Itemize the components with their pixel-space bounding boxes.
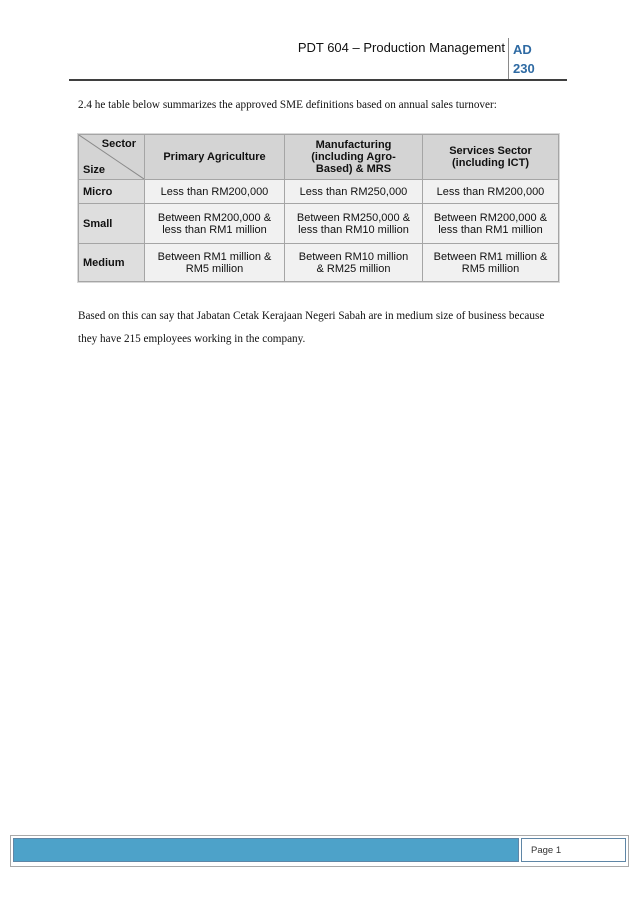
cell-line: & RM25 million <box>316 262 391 275</box>
col-header-services-line1: Services Sector <box>449 145 532 157</box>
cell-line: Between RM200,000 & <box>157 211 272 224</box>
body-paragraph: Based on this can say that Jabatan Cetak Kerajaan Negeri Sabah are in medium size of business because they have 215 employees working in the company. <box>78 310 545 345</box>
cell-medium-manufacturing <box>285 244 423 282</box>
table-row <box>79 204 559 244</box>
cell-line: Between RM1 million & <box>433 250 548 263</box>
cell-small-primary <box>145 204 285 244</box>
table-row <box>79 244 559 282</box>
cell-line: less than RM1 million <box>162 223 267 236</box>
cell-small-manufacturing <box>285 204 423 244</box>
col-header-manufacturing <box>285 135 423 180</box>
cell-line: less than RM1 million <box>438 223 543 236</box>
col-header-manufacturing-line3: Based) & MRS <box>315 163 392 175</box>
header-code <box>513 40 563 78</box>
corner-sector-label: Sector <box>101 138 136 150</box>
header-rule <box>69 79 567 81</box>
row-label-medium: Medium <box>79 244 145 282</box>
cell-line: RM5 million <box>185 262 244 275</box>
intro-text: 2.4 he table below summarizes the approved SME definitions based on annual sales turnover: <box>78 99 497 111</box>
cell-micro-primary: Less than RM200,000 <box>145 180 285 204</box>
table-row <box>79 180 559 204</box>
cell-line: less than RM10 million <box>298 223 409 236</box>
corner-cell <box>79 135 145 180</box>
cell-micro-services: Less than RM200,000 <box>423 180 559 204</box>
cell-small-services <box>423 204 559 244</box>
table-header-row <box>79 135 559 180</box>
cell-line: Between RM250,000 & <box>296 211 411 224</box>
cell-medium-services <box>423 244 559 282</box>
corner-size-label: Size <box>83 164 106 176</box>
col-header-manufacturing-line1: Manufacturing <box>315 139 392 151</box>
page-number: Page 1 <box>521 838 626 862</box>
col-header-services-line2: (including ICT) <box>452 157 529 169</box>
header-code-line2: 230 <box>513 61 535 76</box>
col-header-services <box>423 135 559 180</box>
cell-line: RM5 million <box>461 262 520 275</box>
header-code-line1: AD <box>513 42 532 57</box>
header-separator <box>508 38 509 80</box>
cell-line: Between RM10 million <box>298 250 409 263</box>
page-footer <box>10 835 629 867</box>
col-header-primary: Primary Agriculture <box>145 135 285 180</box>
page-header <box>69 38 567 80</box>
sme-definitions-table <box>78 134 559 282</box>
col-header-manufacturing-line2: (including Agro- <box>311 151 396 163</box>
row-label-small: Small <box>79 204 145 244</box>
cell-line: Between RM200,000 & <box>433 211 548 224</box>
cell-line: Between RM1 million & <box>157 250 272 263</box>
row-label-micro: Micro <box>79 180 145 204</box>
cell-micro-manufacturing: Less than RM250,000 <box>285 180 423 204</box>
cell-medium-primary <box>145 244 285 282</box>
header-title: PDT 604 – Production Management <box>297 40 505 55</box>
footer-color-bar <box>13 838 519 862</box>
